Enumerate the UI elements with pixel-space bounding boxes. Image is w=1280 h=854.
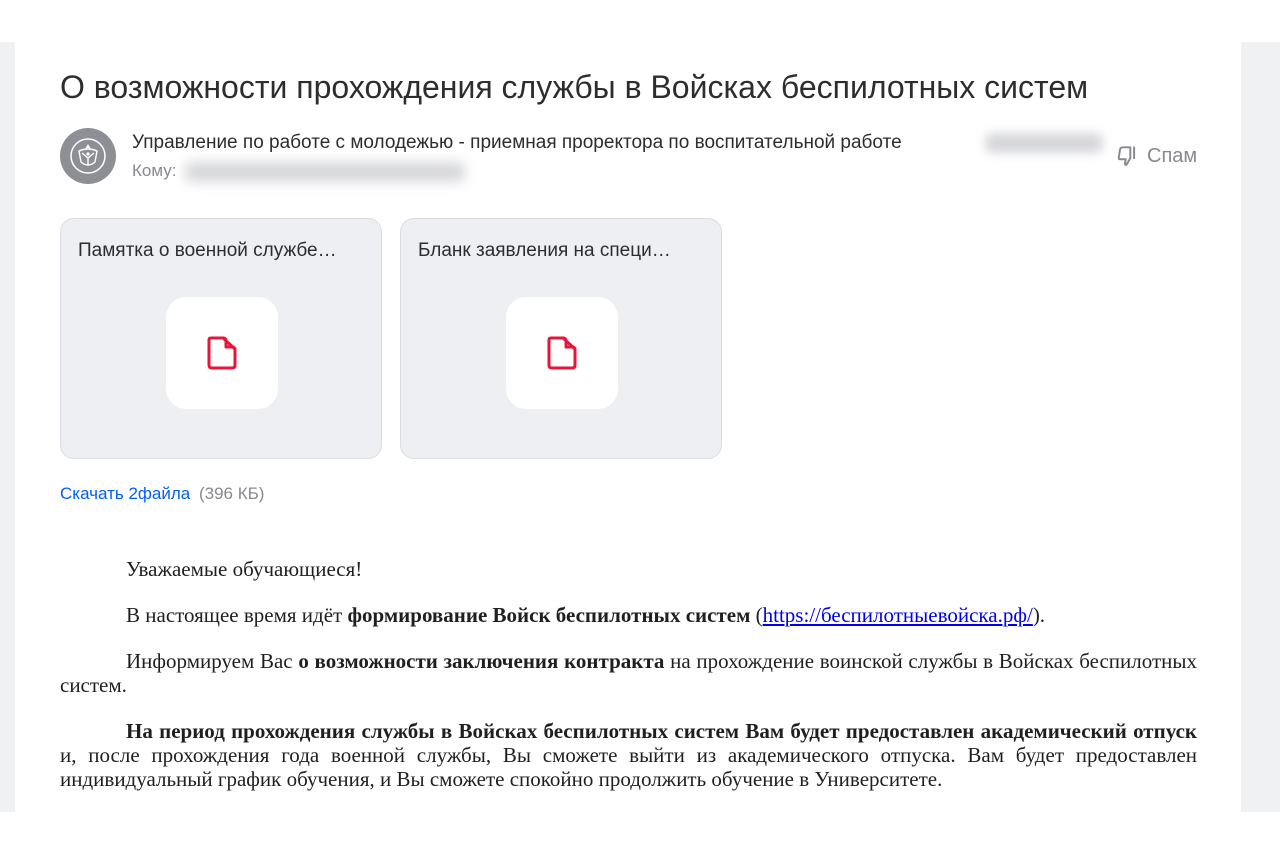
body-paragraph [60, 603, 1197, 627]
download-size: (396 КБ) [198, 484, 265, 503]
sender-email-redacted [985, 133, 1103, 153]
body-text: ). [1032, 603, 1046, 627]
body-paragraph [60, 649, 1197, 697]
email-view-panel [15, 42, 1241, 812]
recipient-label: Кому: [132, 161, 177, 180]
bold-text: о возможности заключения контракта [298, 649, 665, 673]
sender-name[interactable]: Управление по работе с молодежью - приемная проректора по воспитательной работе [132, 132, 902, 153]
document-icon [205, 334, 239, 372]
attachment-name: Памятка о военной службе… [78, 240, 337, 261]
attachment-card[interactable] [60, 218, 382, 459]
body-text: ( [750, 603, 763, 627]
sender-avatar[interactable] [60, 128, 116, 184]
download-all-link[interactable]: Скачать 2файла [60, 484, 191, 503]
download-row [60, 483, 264, 505]
body-text: В настоящее время идёт [126, 603, 348, 627]
greeting-text: Уважаемые обучающиеся! [126, 557, 363, 581]
body-paragraph [60, 719, 1197, 791]
attachment-preview [506, 297, 618, 409]
attachment-name: Бланк заявления на специ… [418, 240, 671, 261]
email-subject: О возможности прохождения службы в Войсках беспилотных систем [60, 69, 1089, 105]
body-text: на прохождение воинской службы в Войсках беспилотных систем. [60, 649, 1197, 697]
spam-button[interactable] [1113, 142, 1197, 170]
greeting-paragraph [60, 557, 1197, 581]
right-background-gutter [1241, 42, 1280, 812]
drone-forces-link[interactable]: https://беспилотныевойска.рф/ [762, 603, 1033, 627]
thumbs-down-icon [1113, 143, 1139, 169]
bold-text: На период прохождения службы в Войсках беспилотных систем Вам будет предоставлен академический отпуск [126, 719, 1197, 743]
university-crest-icon [68, 136, 108, 176]
body-text: Информируем Вас [126, 649, 299, 673]
recipient-redacted [185, 162, 465, 182]
left-background-gutter [0, 42, 15, 812]
email-body [60, 557, 1197, 812]
body-text: и, после прохождения года военной службы, Вы сможете выйти из академического отпуска. Вам будет предоставлен индивидуальный график обучения, и Вы сможете спокойно продолжить обучение в Университете. [60, 743, 1197, 791]
attachment-card[interactable] [400, 218, 722, 459]
spam-label: Спам [1147, 144, 1198, 167]
bold-text: формирование Войск беспилотных систем [347, 603, 751, 627]
attachment-preview [166, 297, 278, 409]
document-icon [545, 334, 579, 372]
